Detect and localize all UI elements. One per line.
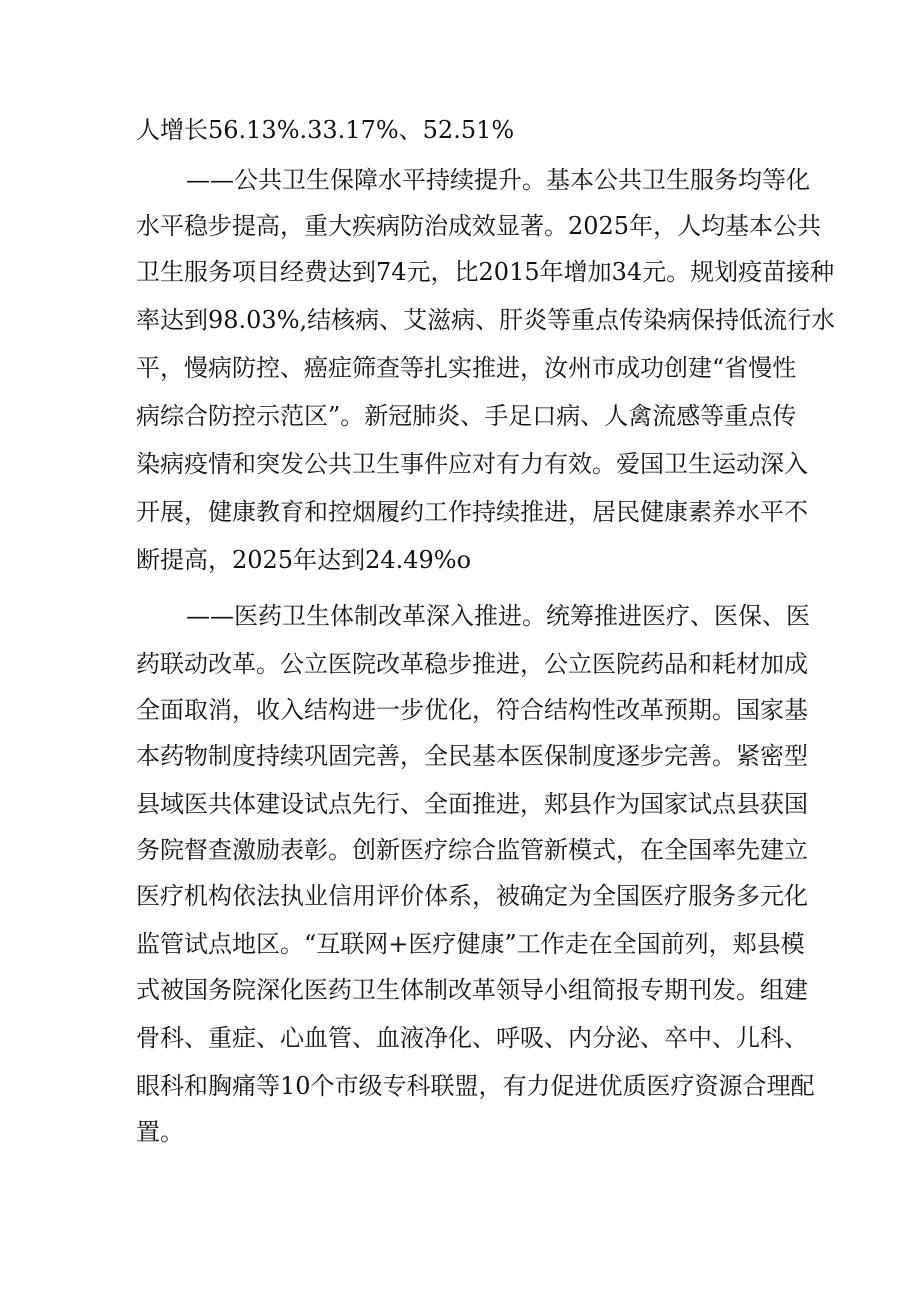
text-line: 眼科和胸痛等10个市级专科联盟，有力促进优质医疗资源合理配 <box>136 1072 815 1100</box>
text-line: 监管试点地区。“互联网+医疗健康”工作走在全国前列，郏县模 <box>136 930 805 958</box>
text-line: 本药物制度持续巩固完善，全民基本医保制度逐步完善。紧密型 <box>136 742 808 770</box>
text-line: 染病疫情和突发公共卫生事件应对有力有效。爱国卫生运动深入 <box>136 450 808 478</box>
text-line: 县域医共体建设试点先行、全面推进，郏县作为国家试点县获国 <box>136 790 808 818</box>
text-line: ——医药卫生体制改革深入推进。统筹推进医疗、医保、医 <box>186 602 810 630</box>
text-line: 骨科、重症、心血管、血液净化、呼吸、内分泌、卒中、儿科、 <box>136 1024 808 1052</box>
text-line: 式被国务院深化医药卫生体制改革领导小组简报专期刊发。组建 <box>136 976 808 1004</box>
text-line: 医疗机构依法执业信用评价体系，被确定为全国医疗服务多元化 <box>136 882 808 910</box>
text-line: 平，慢病防控、癌症筛查等扎实推进，汝州市成功创建“省慢性 <box>136 354 797 382</box>
text-line: 务院督查激励表彰。创新医疗综合监管新模式，在全国率先建立 <box>136 836 808 864</box>
text-line: 水平稳步提高，重大疾病防治成效显著。2025年，人均基本公共 <box>136 212 822 240</box>
text-line: 卫生服务项目经费达到74元，比2015年增加34元。规划疫苗接种 <box>136 258 835 286</box>
text-line: 开展，健康教育和控烟履约工作持续推进，居民健康素养水平不 <box>136 498 808 526</box>
text-line: 病综合防控示范区”。新冠肺炎、手足口病、人禽流感等重点传 <box>136 402 797 430</box>
text-line: 置。 <box>136 1118 184 1146</box>
text-line: 药联动改革。公立医院改革稳步推进，公立医院药品和耗材加成 <box>136 650 808 678</box>
text-line: ——公共卫生保障水平持续提升。基本公共卫生服务均等化 <box>186 166 810 194</box>
text-line: 率达到98.03%,结核病、艾滋病、肝炎等重点传染病保持低流行水 <box>136 306 836 334</box>
text-line: 断提高，2025年达到24.49%o <box>136 546 472 574</box>
text-line: 全面取消，收入结构进一步优化，符合结构性改革预期。国家基 <box>136 696 808 724</box>
text-line: 人增长56.13%.33.17%、52.51% <box>136 116 515 144</box>
